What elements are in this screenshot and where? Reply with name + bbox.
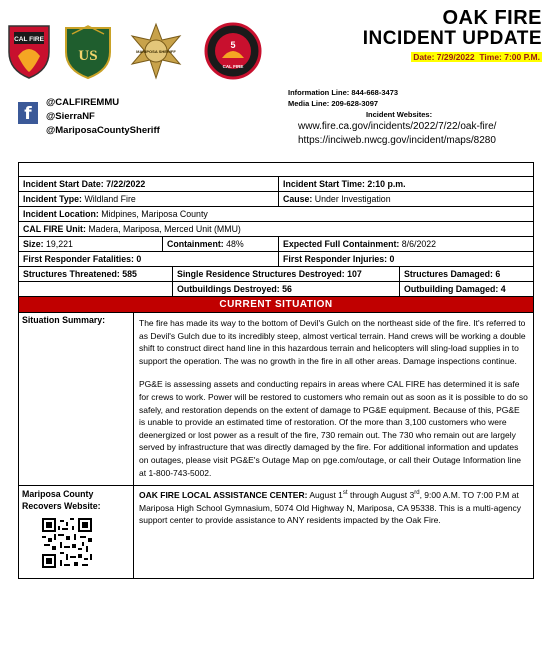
table-row (19, 236, 533, 251)
incident-table (18, 162, 534, 579)
fatalities: First Responder Fatalities: 0 (23, 254, 142, 264)
location-cell (19, 207, 533, 221)
unit-cell (19, 222, 533, 236)
containment-cell (162, 237, 278, 251)
sheriff-logo-text: MARIPOSA SHERIFF (136, 49, 176, 54)
cause-value: Under Investigation (314, 194, 391, 204)
info-block (288, 87, 550, 148)
info-line: Information Line: 844-668-3473 (288, 88, 399, 97)
summary-paragraph-1: The fire has made its way to the bottom of Devil's Gulch on the northeast side of the fire. It's referred to as Devil's Gulch due to its incredibly steep, almost vertical terrain. Hand crews will be working a double shift to construct direct hand line in this hazardous terrain and helicopters will sling-load supplies in to support the operation. The was no growth in the fire in all other areas. Damage inspections continue. (139, 318, 526, 366)
title-block (363, 8, 542, 62)
recovery-row (19, 485, 533, 578)
incident-type-label: Incident Type: (23, 194, 82, 204)
table-row (19, 191, 533, 206)
assistance-sup-1: st (342, 490, 348, 497)
summary-row (19, 312, 533, 485)
location-label: Incident Location: (23, 209, 99, 219)
mmu-logo (204, 22, 262, 80)
size-cell (19, 237, 162, 251)
table-row (19, 221, 533, 236)
forest-service-logo-text: US (78, 48, 98, 64)
expected-value: 8/6/2022 (401, 239, 437, 249)
recovery-label: Mariposa County Recovers Website: (22, 489, 101, 512)
recovery-cell (19, 486, 134, 578)
assistance-center-text (134, 486, 533, 578)
unit-label: CAL FIRE Unit: (23, 224, 86, 234)
current-situation-bar: CURRENT SITUATION (19, 296, 533, 312)
table-row (19, 251, 533, 266)
start-date: Incident Start Date: 7/22/2022 (23, 179, 146, 189)
websites-title: Incident Websites: (365, 110, 433, 119)
containment-value: 48% (226, 239, 244, 249)
injuries: First Responder Injuries: 0 (278, 252, 533, 266)
cal-fire-logo-text: CAL FIRE (14, 36, 44, 43)
empty-cell (19, 282, 172, 296)
title-incident-update: INCIDENT UPDATE (362, 28, 542, 49)
url-inciweb[interactable]: https://inciweb.nwcg.gov/incident/maps/8280 (298, 135, 496, 146)
outbuildings-destroyed: Outbuildings Destroyed: 56 (172, 282, 399, 296)
mmu-logo-text: CAL FIRE (222, 64, 244, 69)
time-text: Time: 7:00 P.M. (479, 52, 540, 62)
qr-code-icon[interactable] (42, 518, 92, 568)
agency-logos (4, 22, 274, 84)
url-calfire[interactable]: www.fire.ca.gov/incidents/2022/7/22/oak-fire/ (298, 121, 497, 132)
date-text: Date: 7/29/2022 (413, 52, 475, 62)
forest-service-logo (62, 22, 114, 80)
containment-label: Containment: (167, 239, 224, 249)
expected-label: Expected Full Containment: (283, 239, 400, 249)
assistance-date-2: through August 3 (349, 490, 415, 501)
summary-text (134, 313, 533, 485)
assistance-details: , 9:00 A.M. TO 7:00 P.M at Mariposa High School Gymnasium, 5074 Old Highway N, Mariposa, CA 95338. This is a multi-agency support center to provide assistance to ANY residents impacted by the Oak Fire. (139, 490, 522, 526)
mariposa-sheriff-logo (126, 22, 186, 80)
date-time-line (363, 52, 542, 62)
cause-cell (278, 192, 533, 206)
table-row (19, 266, 533, 281)
single-residence-destroyed: Single Residence Structures Destroyed: 107 (172, 267, 399, 281)
table-row (19, 281, 533, 296)
table-row (19, 176, 533, 191)
handle-calfire[interactable]: @CALFIREMMU (46, 97, 120, 108)
expected-cell (278, 237, 533, 251)
start-time: Incident Start Time: 2:10 p.m. (278, 177, 533, 191)
outbuilding-damaged: Outbuilding Damaged: 4 (399, 282, 533, 296)
assistance-center-title: OAK FIRE LOCAL ASSISTANCE CENTER: (139, 490, 308, 501)
cause-label: Cause: (283, 194, 313, 204)
handle-sheriff[interactable]: @MariposaCountySheriff (46, 125, 160, 136)
size-label: Size: (23, 239, 44, 249)
incident-type-cell (19, 192, 278, 206)
title-oak-fire: OAK FIRE (442, 7, 542, 29)
assistance-sup-2: rd (414, 490, 420, 497)
summary-label: Situation Summary: (19, 313, 134, 485)
size-value: 19,221 (46, 239, 73, 249)
social-handles (46, 96, 160, 138)
unit-value: Madera, Mariposa, Merced Unit (MMU) (88, 224, 241, 234)
summary-paragraph-2: PG&E is assessing assets and conducting repairs in areas where CAL FIRE has determined it is safe for crews to work. Power will be restored to customers who remain out as soon as it is possible to do so safely, and restoration depends on the extent of damage to PG&E equipment. Because of this, PG&E is unable to provide an estimated time of restoration. Of the more than 3,100 customers who were deenergized or lost power as a result of the fire, 730 remain out. The 730 who remain out are largely served by infrastructure that was directly damaged by the fire. For additional information and updates on outages, please visit PG&E's Outage Map on pge.com/outage, or call their Outage Information line at 1-800-743-5002. (139, 379, 528, 478)
cal-fire-logo (4, 22, 54, 80)
location-value: Midpines, Mariposa County (101, 209, 208, 219)
assistance-date-1: August 1 (309, 490, 343, 501)
svg-text:5: 5 (230, 40, 236, 50)
table-row (19, 206, 533, 221)
table-blank-row (19, 163, 533, 176)
incident-type-value: Wildland Fire (84, 194, 136, 204)
facebook-icon[interactable]: f (18, 102, 38, 124)
handle-sierranf[interactable]: @SierraNF (46, 111, 95, 122)
structures-damaged: Structures Damaged: 6 (399, 267, 533, 281)
media-line: Media Line: 209-628-3097 (288, 99, 379, 108)
structures-threatened: Structures Threatened: 585 (23, 269, 137, 279)
